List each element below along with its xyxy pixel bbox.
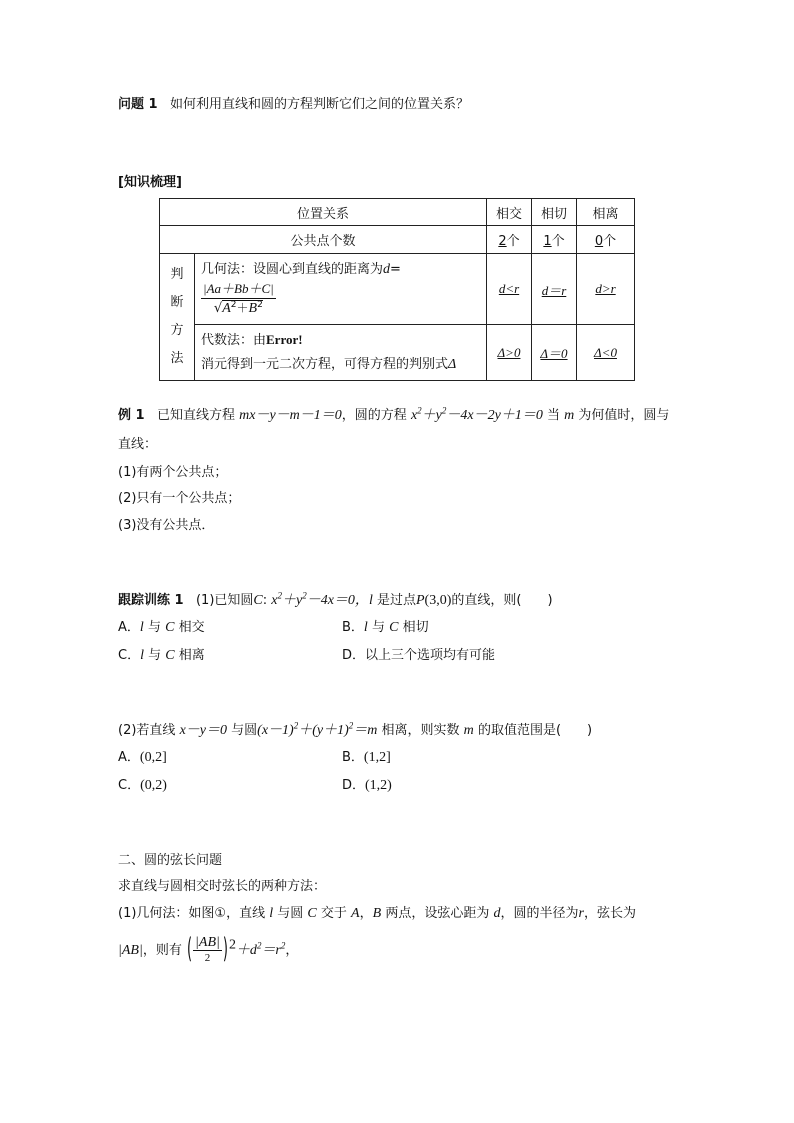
option-d[interactable]: D．以上三个选项均有可能 bbox=[342, 648, 496, 663]
fraction-numerator: |AB| bbox=[195, 935, 220, 950]
chord-geometric-line1: (1)几何法：如图①，直线 l 与圆 C 交于 A，B 两点，设弦心距为 d，圆的半径为r，弦长为 bbox=[118, 906, 636, 921]
follow-1-q2: (2)若直线 x－y＝0 与圆$(x-1)^2+(y+1)^2=m$ 相离，则实数 m 的取值范围是( ) bbox=[118, 720, 593, 738]
table-row bbox=[160, 325, 635, 381]
header-tangent: 相切 bbox=[532, 199, 577, 226]
option-b[interactable]: B．l 与 C 相切 bbox=[342, 620, 429, 635]
example-1-part2: (2)只有一个公共点； bbox=[118, 491, 241, 506]
example-1-line2: 直线： bbox=[118, 437, 158, 452]
cell-delta-eq: Δ＝0 bbox=[532, 325, 577, 381]
cell-delta-lt: Δ<0 bbox=[577, 325, 635, 381]
table-row bbox=[160, 226, 635, 254]
algebraic-method: 代数法：由Error! 消元得到一元二次方程，可得方程的判别式Δ bbox=[195, 325, 487, 381]
question-1 bbox=[118, 96, 469, 114]
chord-geometric-line2: |AB|，则有 ( $\frac{|AB|}{2}$ )$^2+d^2=r^2$， bbox=[118, 934, 299, 966]
judge-method-label: 判 断 方 法 bbox=[160, 254, 195, 381]
follow-1-q1: 跟踪训练 1 (1)已知圆C: $x^2+y^2-4x=0$，l 是过点P(3,0)的直线，则( ) bbox=[118, 590, 553, 608]
cell-tangent-count: 1个 bbox=[532, 226, 577, 254]
example-1-part3: (3)没有公共点． bbox=[118, 518, 215, 533]
table-row bbox=[160, 254, 635, 325]
table-row bbox=[160, 199, 635, 226]
question-label: 问题 1 bbox=[118, 97, 158, 112]
section-knowledge: [知识梳理] bbox=[118, 175, 182, 190]
example-1-line1: 例 1 已知直线方程 mx－y－m－1＝0，圆的方程 $x^2+y^2-4x-2y+1=0$ 当 m 为何值时，圆与 bbox=[118, 405, 670, 423]
cell-separate-count: 0个 bbox=[577, 226, 635, 254]
cell-intersect-count: 2个 bbox=[487, 226, 532, 254]
option-a[interactable]: A．(0,2] bbox=[118, 750, 167, 765]
cell-d-gt-r: d>r bbox=[577, 254, 635, 325]
geometric-method: 几何法：设圆心到直线的距离为d= $\frac{|Aa+Bb+C|}{√A^2+B^2}$ bbox=[195, 254, 487, 325]
distance-numerator: |Aa＋Bb＋C| bbox=[201, 280, 276, 299]
header-relation: 位置关系 bbox=[160, 199, 487, 226]
knowledge-table bbox=[159, 198, 635, 381]
option-c[interactable]: C．l 与 C 相离 bbox=[118, 648, 205, 663]
option-b[interactable]: B．(1,2] bbox=[342, 750, 391, 765]
chord-heading: 二、圆的弦长问题 bbox=[118, 853, 223, 868]
cell-delta-gt: Δ>0 bbox=[487, 325, 532, 381]
question-text: 如何利用直线和圆的方程判断它们之间的位置关系？ bbox=[169, 97, 469, 112]
row-common-points: 公共点个数 bbox=[160, 226, 487, 254]
chord-intro: 求直线与圆相交时弦长的两种方法： bbox=[118, 879, 327, 894]
header-intersect: 相交 bbox=[487, 199, 532, 226]
option-d[interactable]: D．(1,2) bbox=[342, 778, 392, 793]
fraction-denominator: 2 bbox=[204, 952, 211, 964]
option-c[interactable]: C．(0,2) bbox=[118, 778, 167, 793]
example-1-part1: (1)有两个公共点； bbox=[118, 465, 228, 480]
option-a[interactable]: A．l 与 C 相交 bbox=[118, 620, 205, 635]
cell-d-lt-r: d<r bbox=[487, 254, 532, 325]
cell-d-eq-r: d＝r bbox=[532, 254, 577, 325]
header-separate: 相离 bbox=[577, 199, 635, 226]
